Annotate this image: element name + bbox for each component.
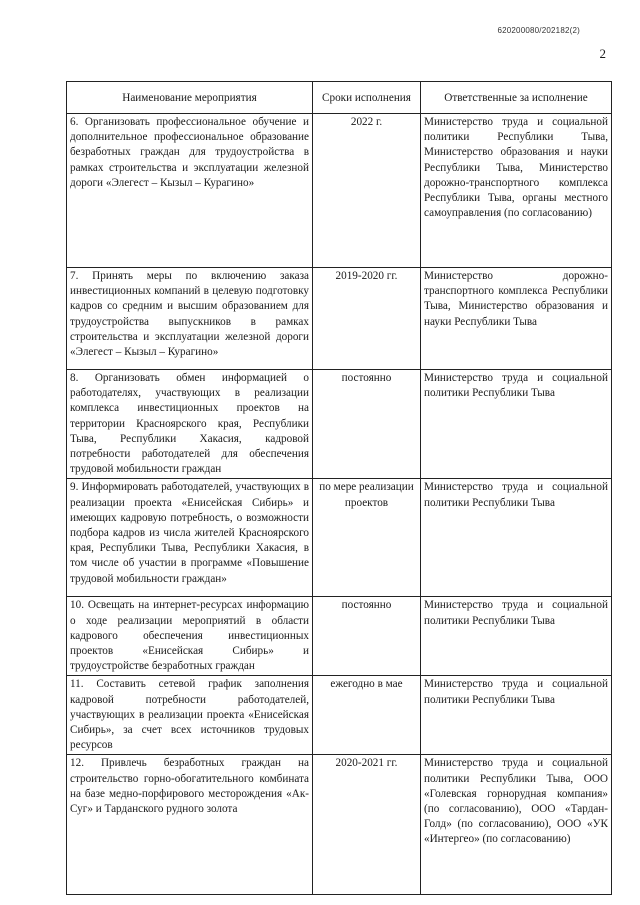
responsible-cell [421,114,612,268]
event-text: 12. Привлечь безработных граждан на строительство горно-обогатительного комбината на базе медно-порфирового месторождения «Ак-Суг» и Тарданского рудного золота [70,757,309,816]
page-number: 2 [599,46,606,61]
event-text: 7. Принять меры по включению заказа инвестиционных компаний в целевую подготовку кадров со средним и высшим образованием для трудоустройства выпускников в рамках строительства и эксплуатации железной дороги «Элегест – Кызыл – Курагино» [70,270,309,359]
responsible-cell [421,676,612,755]
document-code: 620200080/202182(2) [497,26,580,35]
responsible-cell [421,268,612,370]
table-row [67,597,612,676]
responsible-cell [421,755,612,895]
event-cell [67,268,313,370]
responsible-text: Министерство труда и социальной политики Республики Тыва, ООО «Голевская горнорудная компания» (по согласованию), ООО «Тардан-Голд» (по согласованию), ООО «УК «Интергео» (по согласованию) [424,757,608,846]
event-cell [67,676,313,755]
responsible-text: Министерство труда и социальной политики Республики Тыва [424,678,608,706]
responsible-text: Министерство труда и социальной политики Республики Тыва, Министерство образования и науки Республики Тыва, Министерство дорожно-транспортного комплекса Республики Тыва, органы местного самоуправления (по согласованию) [424,116,608,220]
term-text: 2019-2020 гг. [335,270,398,282]
term-cell [313,268,421,370]
column-header-term: Сроки исполнения [313,82,421,114]
column-header-responsible: Ответственные за исполнение [421,82,612,114]
term-cell [313,676,421,755]
event-cell [67,597,313,676]
responsible-text: Министерство дорожно-транспортного комплекса Республики Тыва, Министерство образования и науки Республики Тыва [424,270,608,328]
term-cell [313,597,421,676]
event-text: 11. Составить сетевой график заполнения кадровой потребности работодателей, участвующих в реализации проекта «Енисейская Сибирь», за счет всех источников трудовых ресурсов [70,678,309,752]
table-row [67,676,612,755]
responsible-cell [421,597,612,676]
responsible-cell [421,370,612,479]
term-text: постоянно [341,372,392,384]
table-row [67,479,612,597]
event-text: 6. Организовать профессиональное обучение и дополнительное профессиональное образование безработных граждан для трудоустройства в рамках строительства и эксплуатации железной дороги «Элегест – Кызыл – Курагино» [70,116,309,189]
term-cell [313,755,421,895]
column-header-event: Наименование мероприятия [67,82,313,114]
event-text: 9. Информировать работодателей, участвующих в реализации проекта «Енисейская Сибирь» и имеющих кадровую потребность, о возможности подбора кадров из числа жителей Красноярского края, Республики Тыва, Республики Хакасия, в том числе об участии в программе «Повышение трудовой мобильности граждан» [70,481,309,585]
term-text: 2022 г. [350,116,383,128]
responsible-text: Министерство труда и социальной политики Республики Тыва [424,481,608,509]
term-text: постоянно [341,599,392,612]
event-cell [67,755,313,895]
term-text: по мере реализации проектов [319,481,414,509]
table-row [67,114,612,268]
table-header-row [67,82,612,114]
event-cell [67,370,313,479]
event-text: 10. Освещать на интернет-ресурсах информацию о ходе реализации мероприятий в области кадрового обеспечения инвестиционных проектов «Енисейская Сибирь» и трудоустройстве безработных граждан [70,599,309,673]
event-cell [67,479,313,597]
table-row [67,268,612,370]
term-cell [313,370,421,479]
event-cell [67,114,313,268]
event-text: 8. Организовать обмен информацией о работодателях, участвующих в реализации комплекса инвестиционных проектов на территории Красноярского края, Республики Тыва, Республики Хакасия, кадровой потребности работодателей для обеспечения трудовой мобильности граждан [70,372,309,476]
term-text: ежегодно в мае [330,678,403,691]
term-cell [313,114,421,268]
responsible-cell [421,479,612,597]
responsible-text: Министерство труда и социальной политики Республики Тыва [424,599,608,627]
plan-table [66,81,612,895]
term-text: 2020-2021 гг. [335,757,398,770]
table-row [67,370,612,479]
table-row [67,755,612,895]
responsible-text: Министерство труда и социальной политики Республики Тыва [424,372,608,400]
term-cell [313,479,421,597]
